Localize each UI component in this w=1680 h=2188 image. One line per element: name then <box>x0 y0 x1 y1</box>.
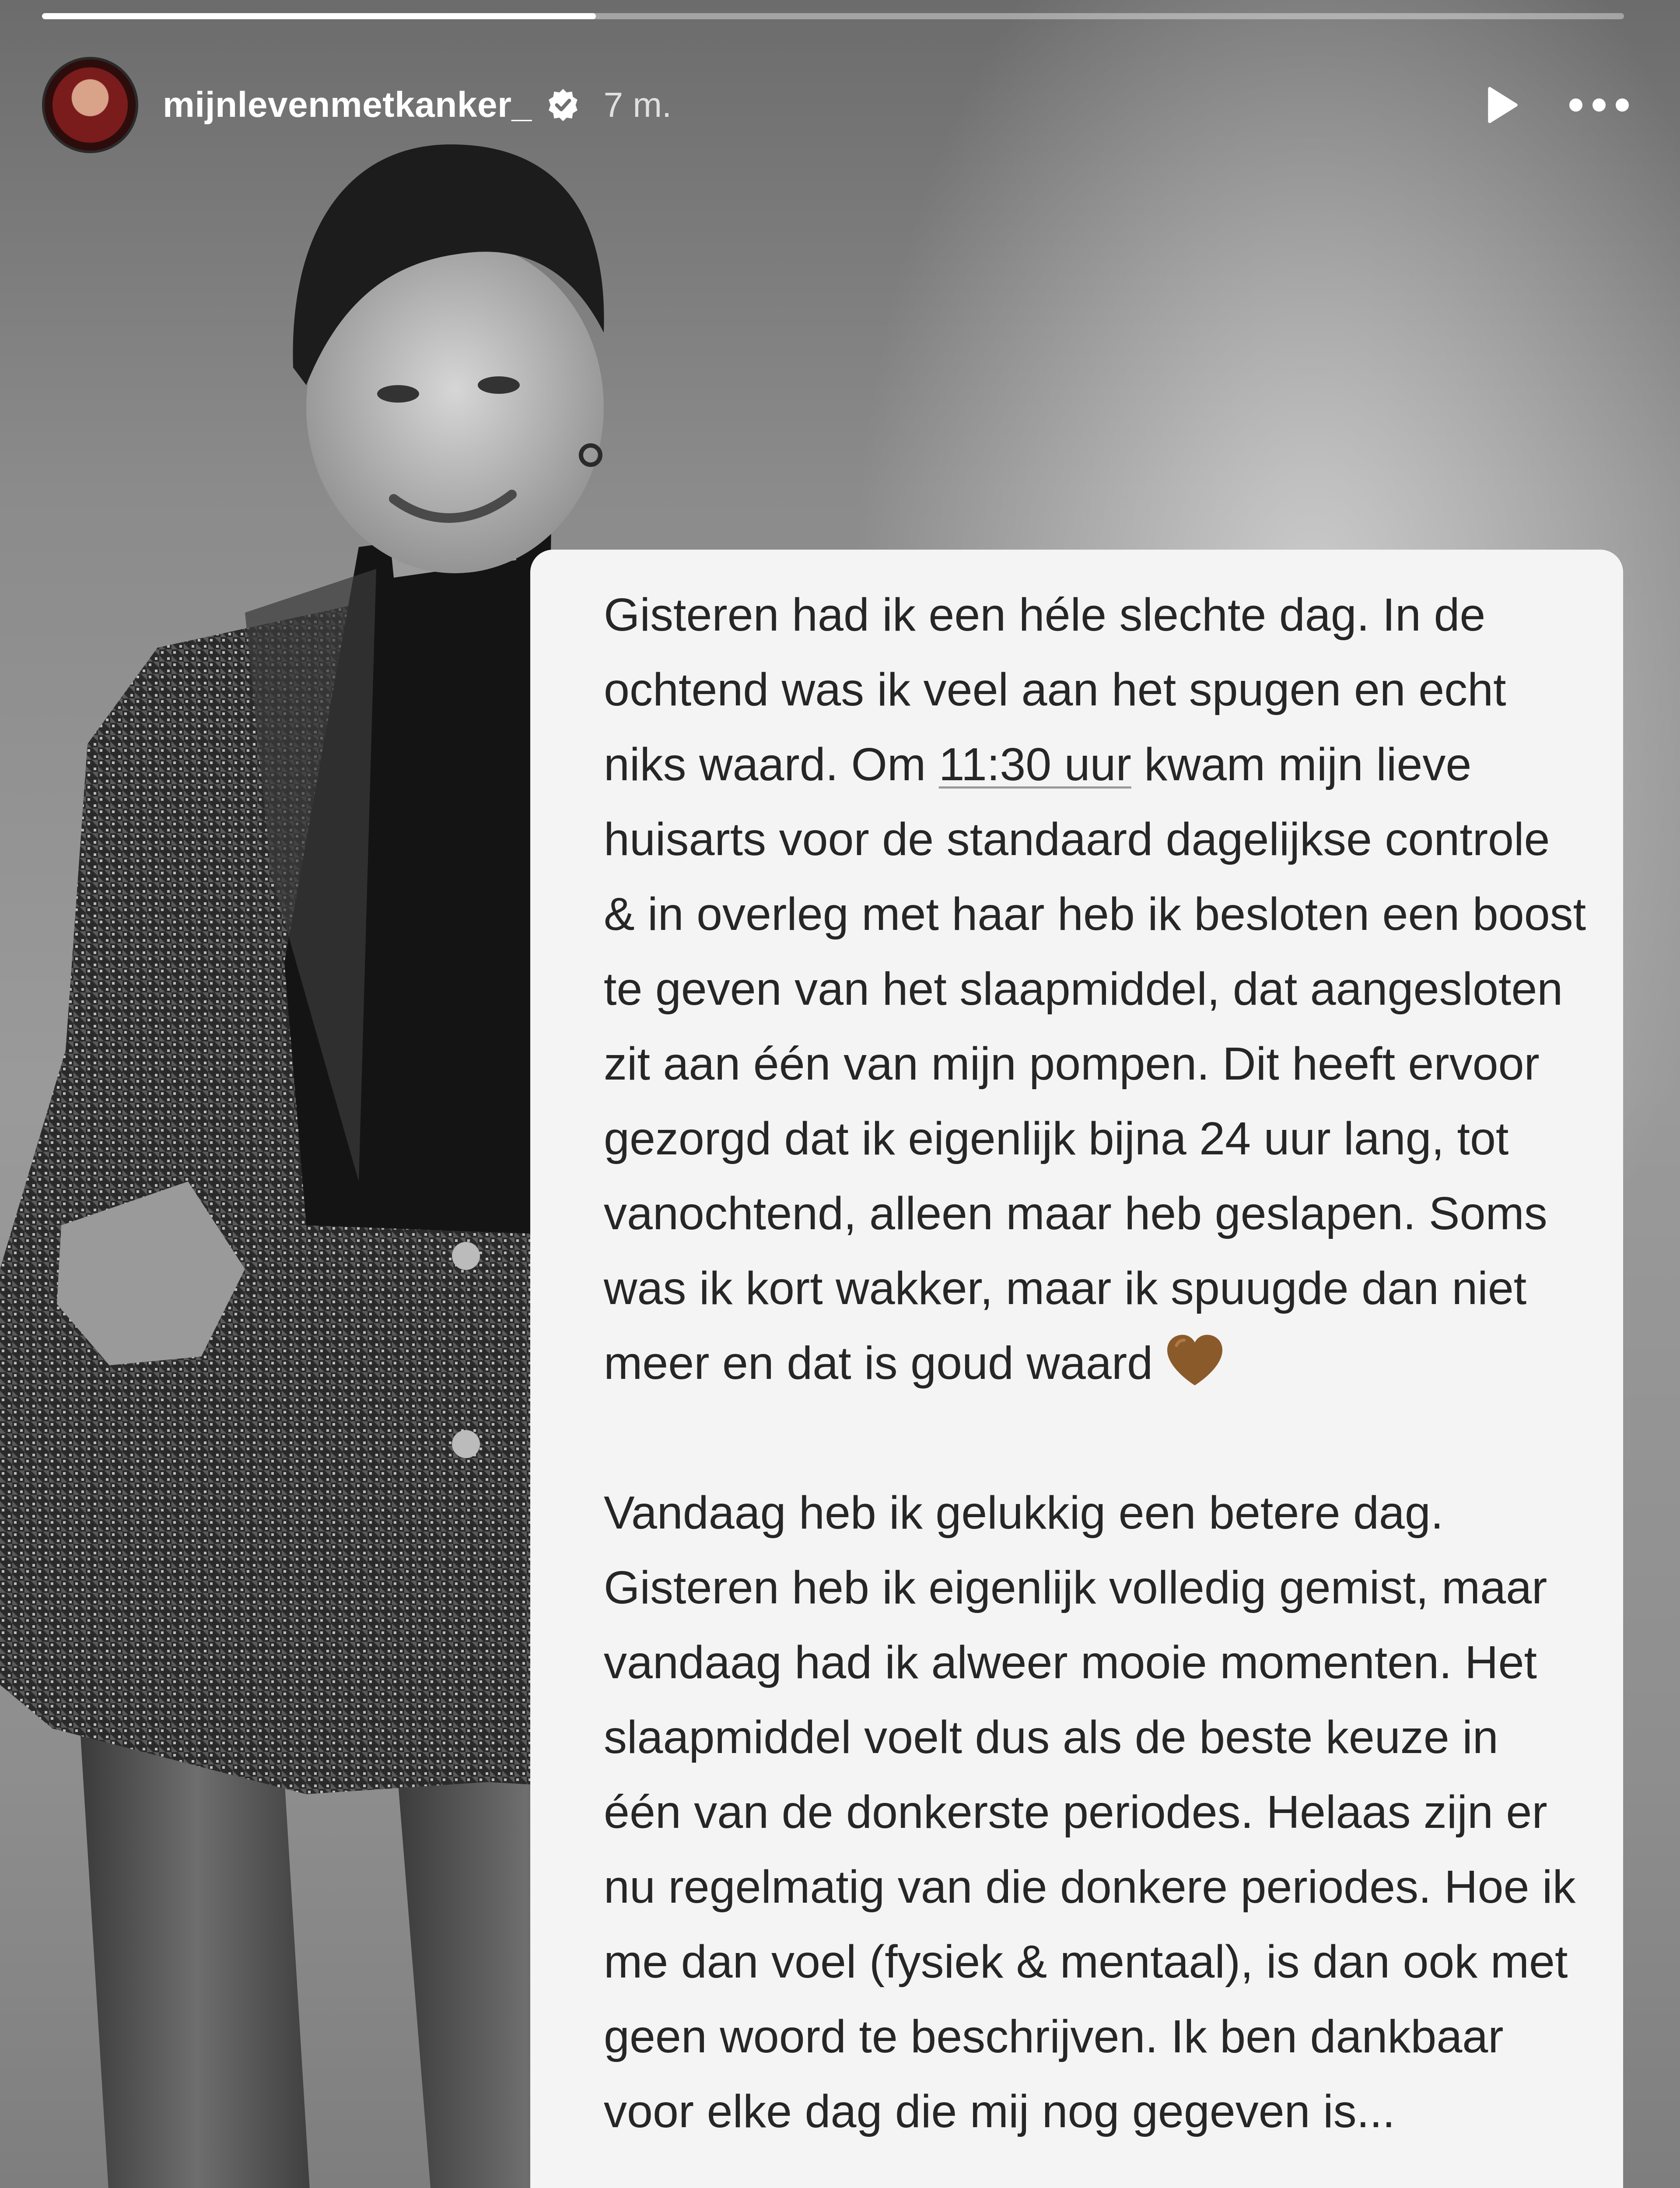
username[interactable]: mijnlevenmetkanker_ <box>163 85 532 125</box>
play-button[interactable] <box>1474 79 1527 131</box>
time-mention-link[interactable]: 11:30 uur <box>938 739 1131 790</box>
card-paragraph-1 <box>604 578 1588 1401</box>
verified-badge-icon <box>545 87 581 123</box>
post-time: 7 m. <box>603 85 672 124</box>
paragraph-1-text-end: kwam mijn lieve huisarts voor de standaard dagelijkse controle & in overleg met haar heb ik besloten een boost te geven van het slaapmiddel, dat aangesloten zit aan één van mijn pompen. Dit heeft ervoor gezorgd dat ik eigenlijk bijna 24 uur lang, tot vanochtend, alleen maar heb geslapen. Soms was ik kort wakker, maar ik spuugde dan niet meer en dat is goud waard <box>604 739 1586 1389</box>
avatar[interactable] <box>42 57 138 153</box>
story-text-card <box>530 550 1623 2188</box>
play-icon <box>1479 83 1522 127</box>
story-progress-bar <box>42 13 1624 19</box>
more-options-button[interactable] <box>1562 79 1636 131</box>
card-paragraph-2: Vandaag heb ik gelukkig een betere dag. Gisteren heb ik eigenlijk volledig gemist, maar vandaag had ik alweer mooie momenten. Het slaapmiddel voelt dus als de beste keuze in één van de donkerste periodes. Helaas zijn er nu regelmatig van die donkere periodes. Hoe ik me dan voel (fysiek & mentaal), is dan ook met geen woord te beschrijven. Ik ben dankbaar voor elke dag die mij nog gegeven is... <box>604 1487 1576 2137</box>
paragraph-1-text-start: Gisteren had ik een héle slechte dag. In de ochtend was ik veel aan het spugen en echt niks waard. Om <box>604 589 1506 790</box>
story-progress-fill <box>42 13 596 19</box>
more-horizontal-icon <box>1566 96 1632 114</box>
brown-heart-icon <box>1164 1332 1225 1389</box>
story-header <box>42 57 1636 153</box>
